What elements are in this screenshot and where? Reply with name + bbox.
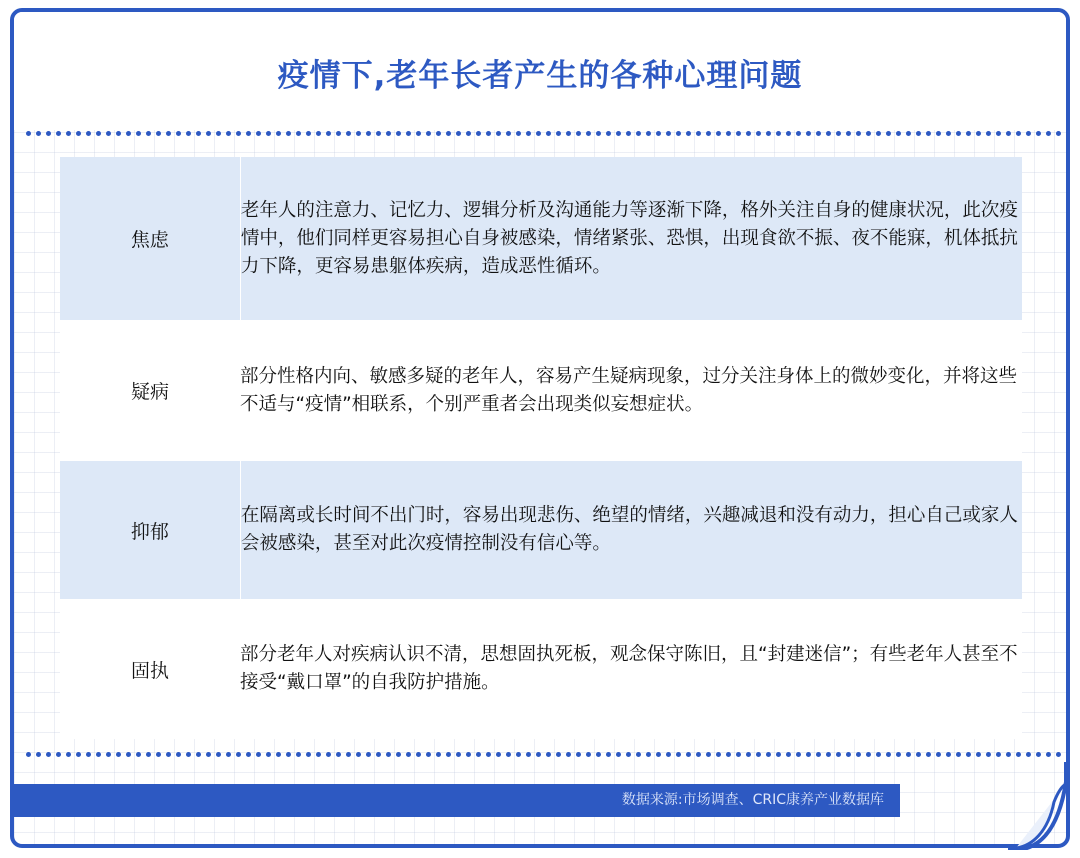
table-row	[60, 461, 1022, 599]
page-curl-icon	[1008, 762, 1070, 850]
row-description: 在隔离或长时间不出门时，容易出现悲伤、绝望的情绪，兴趣减退和没有动力，担心自己或家人会被感染，甚至对此次疫情控制没有信心等。	[240, 505, 1018, 554]
row-label: 焦虑	[60, 157, 241, 320]
top-dotted-divider	[26, 131, 1062, 136]
bottom-dotted-divider	[26, 752, 1062, 757]
table-row	[60, 599, 1022, 739]
row-label: 疑病	[130, 381, 169, 403]
row-description: 部分性格内向、敏感多疑的老年人，容易产生疑病现象，过分关注身体上的微妙变化，并将这些不适与“疫情”相联系，个别严重者会出现类似妄想症状。	[240, 365, 1018, 415]
source-note: 数据来源:市场调查、CRIC康养产业数据库	[621, 792, 884, 808]
row-label: 固执	[130, 659, 169, 682]
source-strip	[12, 784, 900, 817]
table-row	[60, 157, 1022, 320]
row-label: 抑郁	[60, 461, 241, 599]
table-row	[60, 320, 1022, 461]
page-title: 疫情下,老年长者产生的各种心理问题	[277, 58, 803, 94]
row-description: 老年人的注意力、记忆力、逻辑分析及沟通能力等逐渐下降，格外关注自身的健康状况，此次疫情中，他们同样更容易担心自身被感染，情绪紧张、恐惧，出现食欲不振、夜不能寐，机体抵抗力下降，更容易患躯体疾病，造成恶性循环。	[240, 199, 1018, 277]
row-description: 部分老年人对疾病认识不清，思想固执死板，观念保守陈旧，且“封建迷信”；有些老年人甚至不接受“戴口罩”的自我防护措施。	[240, 644, 1018, 693]
problems-table	[60, 157, 1022, 739]
